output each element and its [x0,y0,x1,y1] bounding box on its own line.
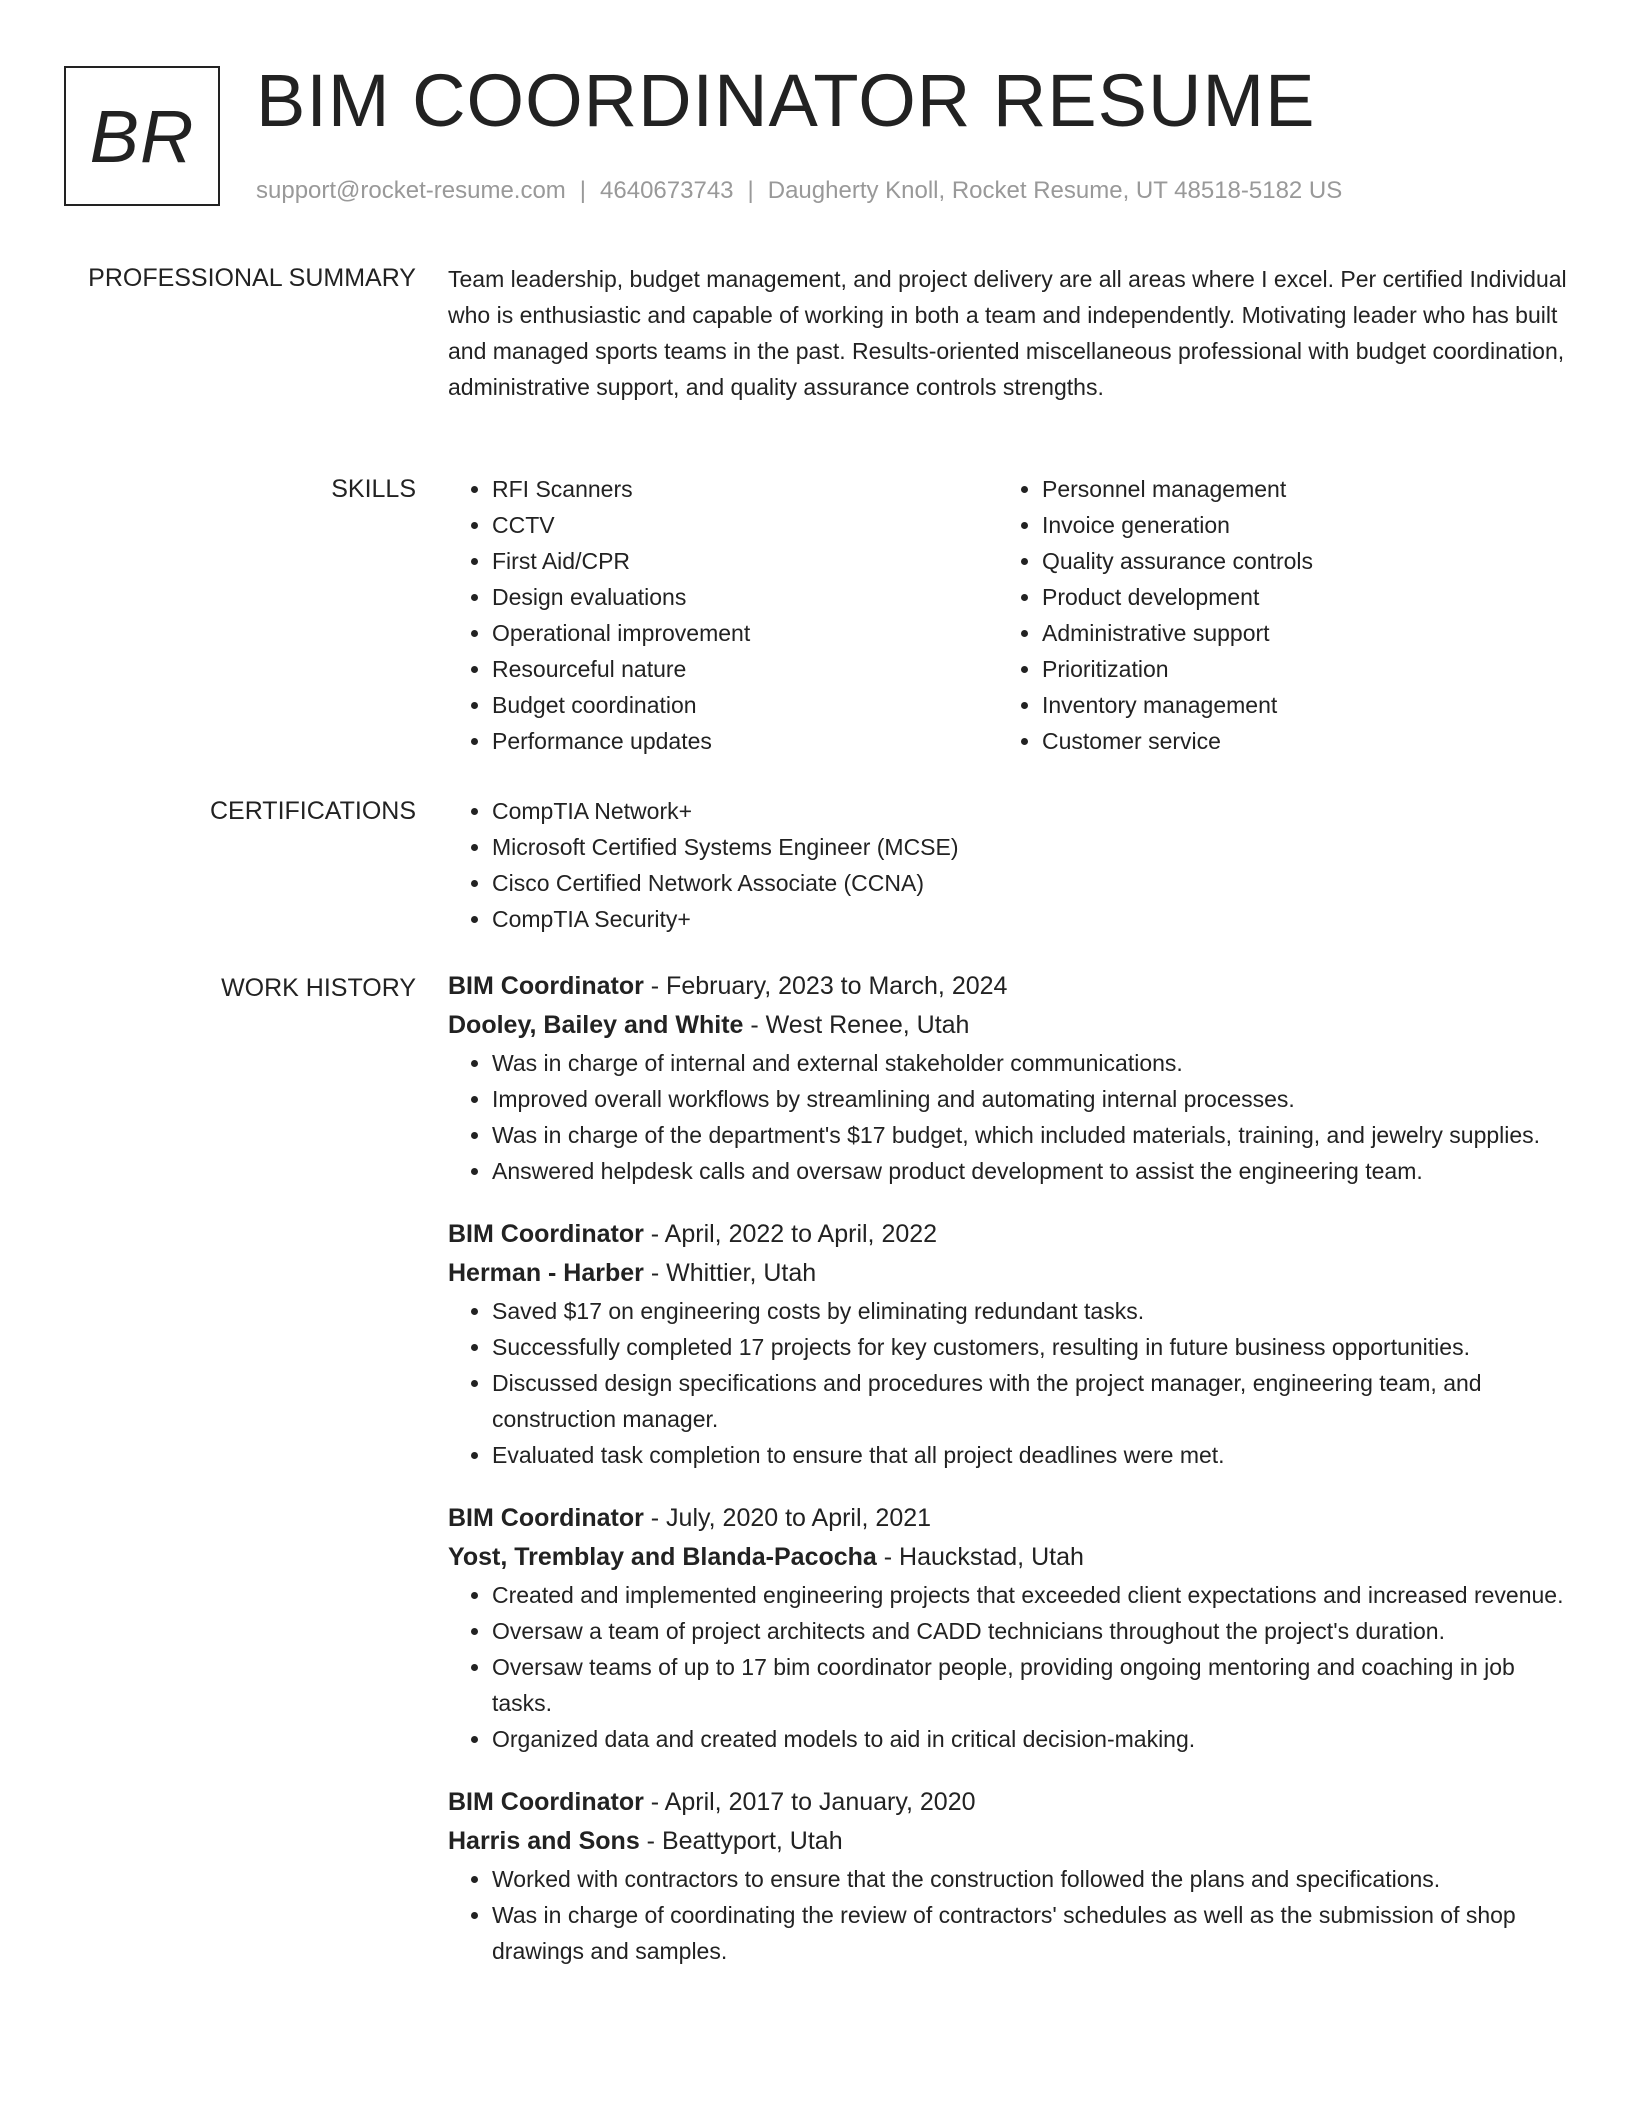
section-heading: WORK HISTORY [221,974,416,1002]
job-company: Herman - Harber [448,1259,644,1287]
job-duties-list [448,1577,1568,1757]
certifications-list [448,793,1568,937]
skill-item: • Administrative support [1042,615,1548,651]
job-duty-item: • Created and implemented engineering projects that exceeded client expectations and increased revenue. [492,1577,1568,1613]
skill-item: • RFI Scanners [492,471,998,507]
certifications-body [448,793,1568,937]
job-duty-item: • Was in charge of coordinating the review of contractors' schedules as well as the submission of shop drawings and samples. [492,1897,1568,1969]
monogram-logo [64,66,220,206]
job-dates: - July, 2020 to April, 2021 [643,1504,932,1532]
skill-item: • Design evaluations [492,579,998,615]
skill-item: • Prioritization [1042,651,1548,687]
skills-list [998,471,1548,759]
skills-column-left [448,471,998,759]
job-title-line [448,1783,1568,1822]
skill-item: • CCTV [492,507,998,543]
contact-separator: | [579,177,587,204]
contact-phone: 4640673743 [600,177,734,204]
job-location: - Beattyport, Utah [639,1827,843,1855]
job-duties-list [448,1861,1568,1969]
job-duty-item: • Evaluated task completion to ensure that all project deadlines were met. [492,1437,1568,1473]
section-heading: CERTIFICATIONS [209,797,416,825]
job-duty-item: • Was in charge of internal and external stakeholder communications. [492,1045,1568,1081]
skill-item: • Budget coordination [492,687,998,723]
job-duty-item: • Oversaw a team of project architects and CADD technicians throughout the project's duration. [492,1613,1568,1649]
job-company-line [448,1006,1568,1045]
job-duty-item: • Saved $17 on engineering costs by eliminating redundant tasks. [492,1293,1568,1329]
job-location: - Hauckstad, Utah [876,1543,1084,1571]
certification-item: • CompTIA Security+ [492,901,1568,937]
job-duty-item: • Oversaw teams of up to 17 bim coordinator people, providing ongoing mentoring and coaching in job tasks. [492,1649,1568,1721]
section-heading: SKILLS [331,475,416,503]
job-title: BIM Coordinator [448,1504,644,1532]
job-dates: - February, 2023 to March, 2024 [643,972,1008,1000]
certification-item: • Cisco Certified Network Associate (CCNA) [492,865,1568,901]
skill-item: • Quality assurance controls [1042,543,1548,579]
job-company-line [448,1254,1568,1293]
job-duty-item: • Organized data and created models to aid in critical decision-making. [492,1721,1568,1757]
job-duties-list [448,1293,1568,1473]
skills-grid [448,471,1568,759]
job-duty-item: • Successfully completed 17 projects for key customers, resulting in future business opportunities. [492,1329,1568,1365]
skill-item: • Performance updates [492,723,998,759]
skill-item: • Personnel management [1042,471,1548,507]
job-entry [448,1215,1568,1473]
job-dates: - April, 2017 to January, 2020 [643,1788,976,1816]
job-title: BIM Coordinator [448,972,644,1000]
job-duty-item: • Improved overall workflows by streamlining and automating internal processes. [492,1081,1568,1117]
certification-item: • CompTIA Network+ [492,793,1568,829]
contact-line [256,174,1342,208]
job-title: BIM Coordinator [448,1220,644,1248]
job-company: Harris and Sons [448,1827,640,1855]
job-entry [448,1783,1568,1969]
monogram-initials: BR [89,94,195,178]
certification-item: • Microsoft Certified Systems Engineer (MCSE) [492,829,1568,865]
job-location: - West Renee, Utah [743,1011,970,1039]
job-company: Yost, Tremblay and Blanda-Pacocha [448,1543,877,1571]
job-title-line [448,1499,1568,1538]
skill-item: • Invoice generation [1042,507,1548,543]
job-title-line [448,1215,1568,1254]
job-company: Dooley, Bailey and White [448,1011,744,1039]
skills-column-right [998,471,1548,759]
job-dates: - April, 2022 to April, 2022 [643,1220,938,1248]
contact-separator: | [747,177,754,204]
skill-item: • Product development [1042,579,1548,615]
skill-item: • First Aid/CPR [492,543,998,579]
job-duty-item: • Was in charge of the department's $17 budget, which included materials, training, and jewelry supplies. [492,1117,1568,1153]
job-duty-item: • Answered helpdesk calls and oversaw product development to assist the engineering team. [492,1153,1568,1189]
summary-text: Team leadership, budget management, and project delivery are all areas where I excel. Per certified Individual who is enthusiastic and capable of working in both a team and independently. Motivating leader who has built and managed sports teams in the past. Results-oriented miscellaneous professional with budget coordination, administrative support, and quality assurance controls strengths. [448,266,1567,400]
resume-title: BIM COORDINATOR RESUME [256,59,1316,142]
contact-email: support@rocket-resume.com [256,177,566,204]
job-title-line [448,967,1568,1006]
job-entry [448,967,1568,1189]
work-history-body [448,967,1568,1995]
skills-list [448,471,998,759]
section-heading: PROFESSIONAL SUMMARY [88,264,416,292]
job-duty-item: • Worked with contractors to ensure that the construction followed the plans and specifications. [492,1861,1568,1897]
contact-address: Daugherty Knoll, Rocket Resume, UT 48518-5182 US [767,177,1343,204]
job-duty-item: • Discussed design specifications and procedures with the project manager, engineering team, and construction manager. [492,1365,1568,1437]
job-location: - Whittier, Utah [643,1259,817,1287]
job-duties-list [448,1045,1568,1189]
skill-item: • Customer service [1042,723,1548,759]
job-entry [448,1499,1568,1757]
job-company-line [448,1822,1568,1861]
summary-body [448,261,1568,405]
skill-item: • Resourceful nature [492,651,998,687]
skill-item: • Inventory management [1042,687,1548,723]
job-title: BIM Coordinator [448,1788,644,1816]
job-company-line [448,1538,1568,1577]
skill-item: • Operational improvement [492,615,998,651]
